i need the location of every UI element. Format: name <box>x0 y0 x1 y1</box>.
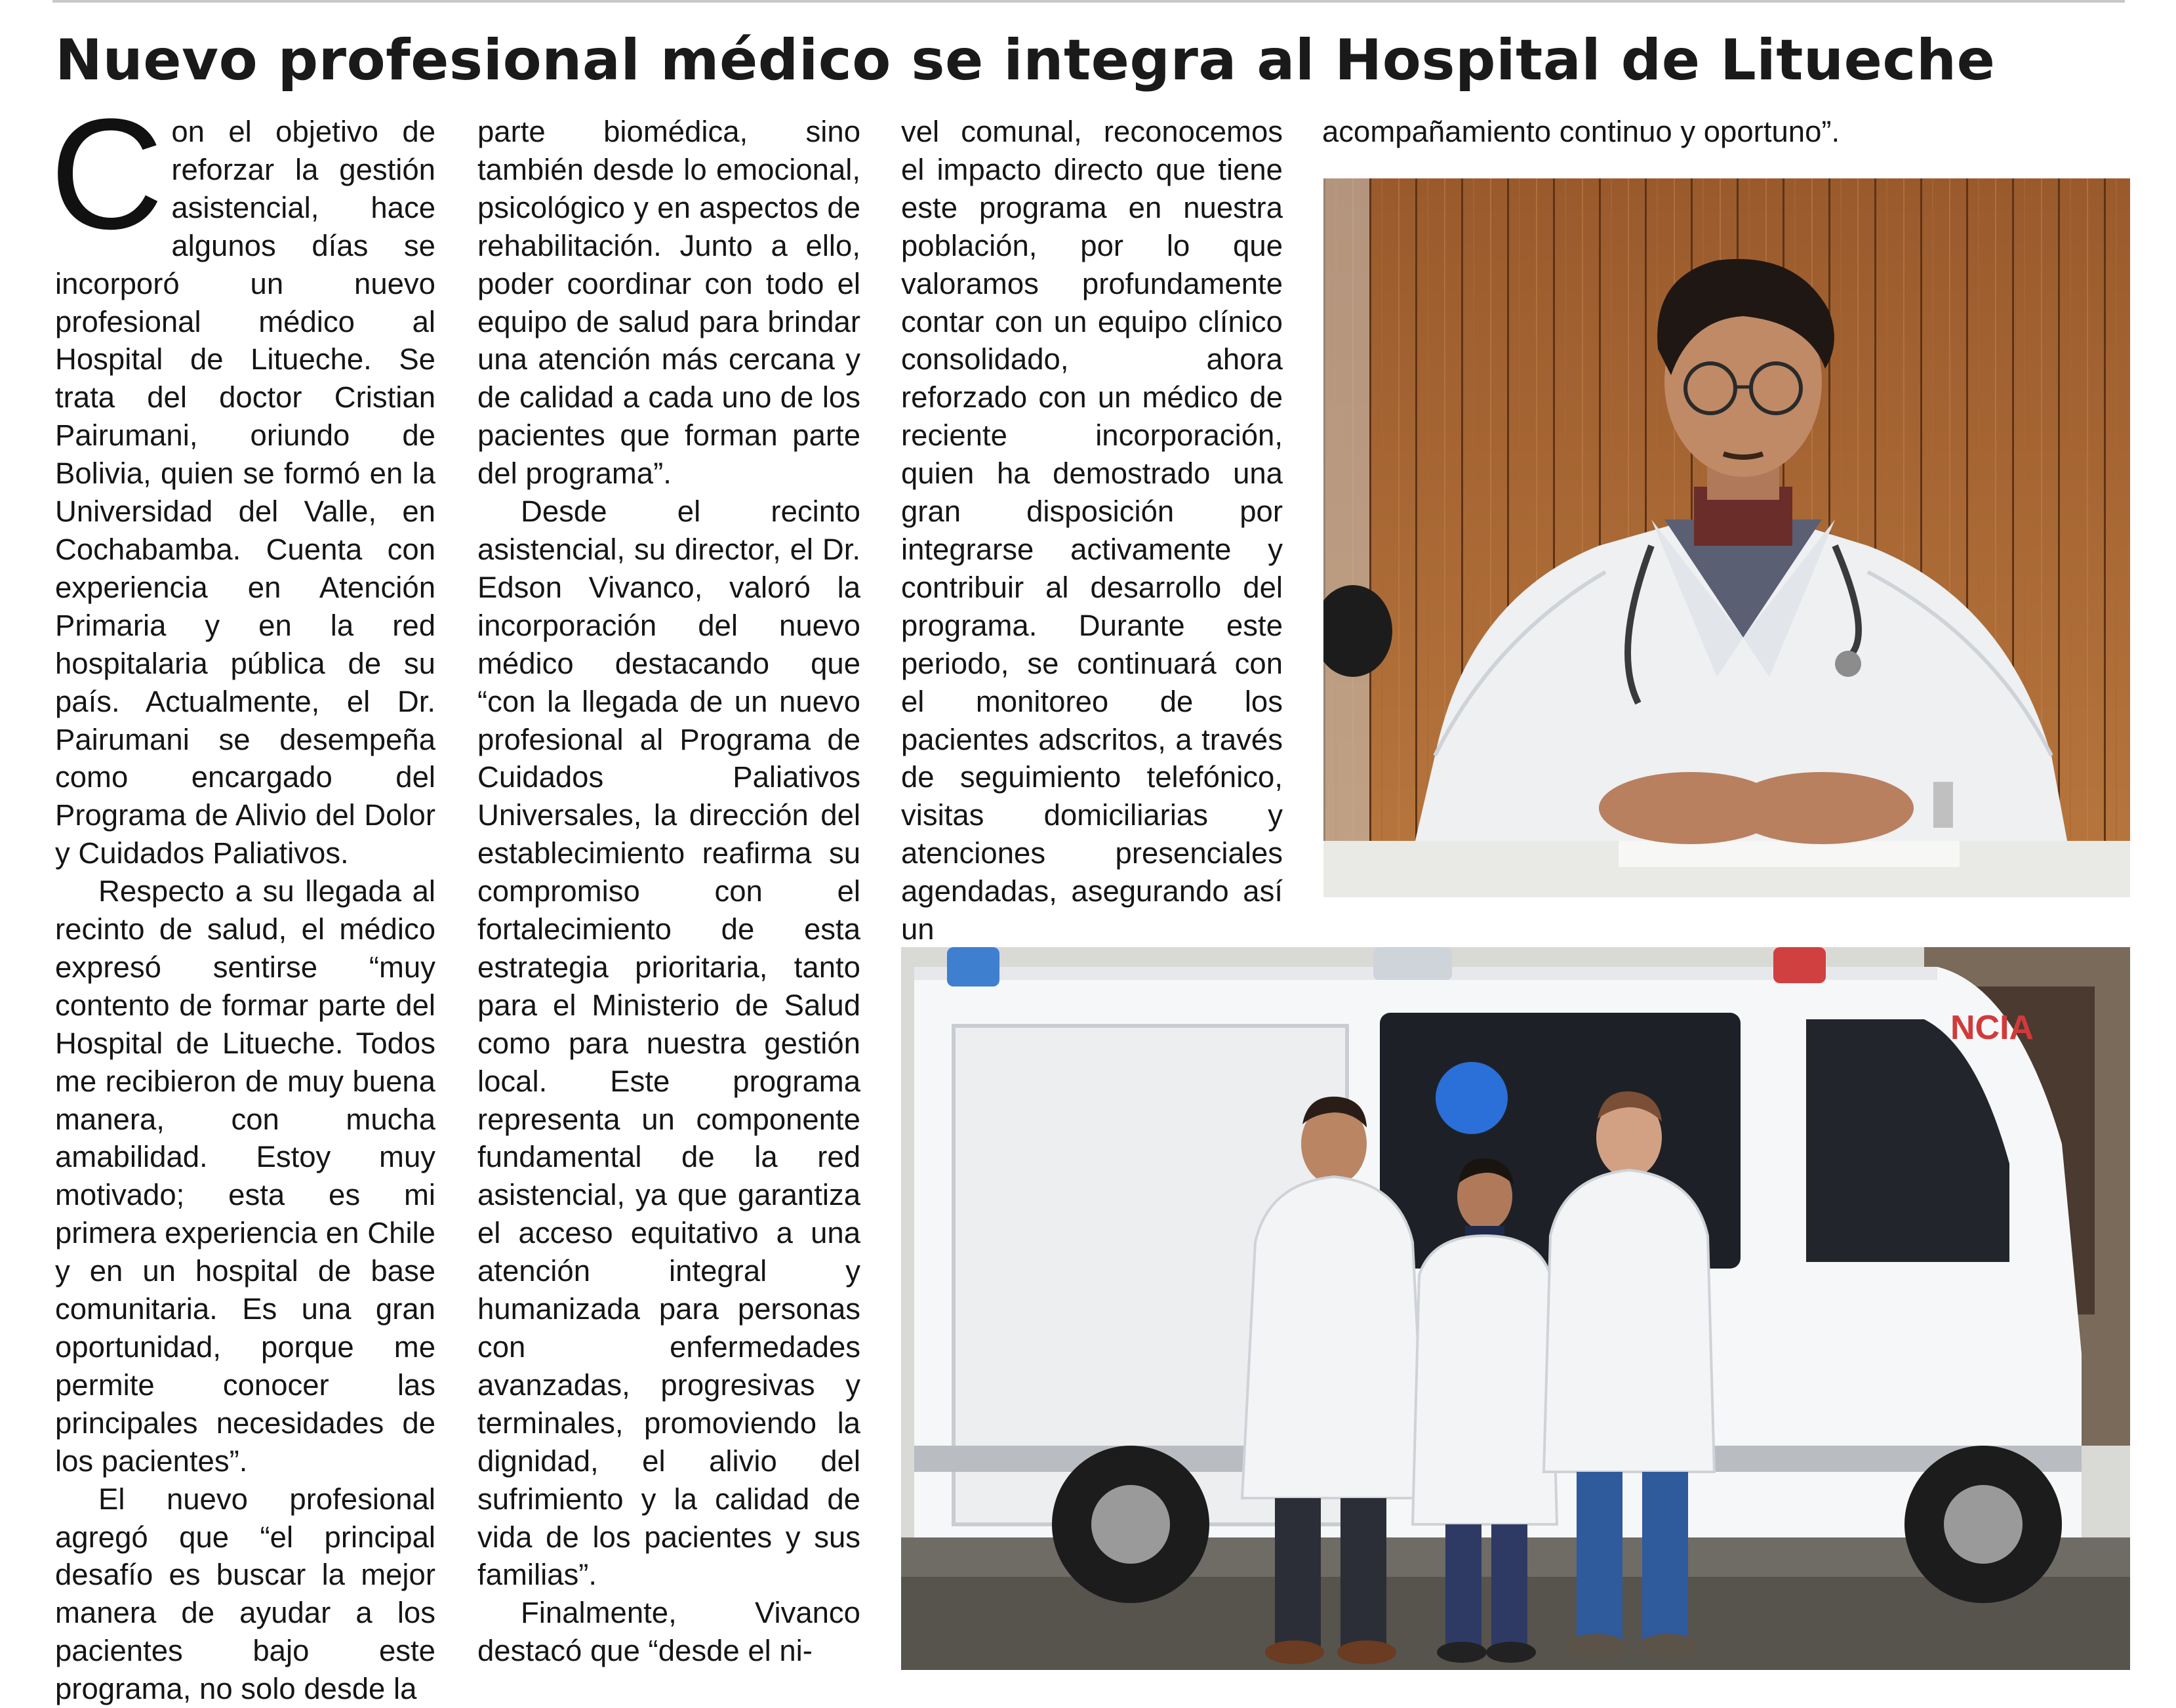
ambulance-team-illustration <box>901 947 2130 1670</box>
paragraph-1 <box>50 86 435 872</box>
drop-cap: C <box>50 86 164 262</box>
top-rule <box>52 0 2125 3</box>
doctor-portrait-illustration <box>1323 178 2130 897</box>
doctor-portrait-photo <box>1323 178 2130 897</box>
paragraph-4: parte biomédica, sino también desde lo emocional, psicológico y en aspectos de rehabilitación. Junto a ello, poder coordinar con todo el equipo de salud para brindar una atención más cercana y de calidad a cada uno de los pacientes que forman parte del programa”. <box>477 115 860 491</box>
paragraph-6: Finalmente, Vivanco destacó que “desde el ni- <box>477 1596 860 1668</box>
paragraph-2: Respecto a su llegada al recinto de salud, el médico expresó sentirse “muy contento de formar parte del Hospital de Litueche. Todos me recibieron de muy buena manera, con mucha amabilidad. Estoy muy motivado; esta es mi primera experiencia en Chile y en un hospital de base comunitaria. Es una gran oportunidad, porque me permite conocer las principales necesidades de los pacientes”. <box>55 874 435 1478</box>
paragraph-3: El nuevo profesional agregó que “el principal desafío es buscar la mejor manera de ayudar a los pacientes bajo este programa, no solo desde la <box>55 1482 435 1706</box>
ambulance-team-photo <box>901 947 2130 1670</box>
column-4-text: acompañamiento continuo y oportuno”. <box>1322 115 1840 148</box>
column-2 <box>477 113 860 1674</box>
paragraph-1-text: on el objetivo de reforzar la gestión asistencial, hace algunos días se incorporó un nuevo profesional médico al Hospital de Litueche. Se trata del doctor Cristian Pairumani, oriundo de Bolivia, quien se formó en la Universidad del Valle, en Cochabamba. Cuenta con experiencia en Atención Primaria y en la red hospitalaria pública de su país. Actualmente, el Dr. Pairumani se desempeña como encargado del Programa de Alivio del Dolor y Cuidados Paliativos. <box>55 115 435 870</box>
column-1 <box>50 86 435 1706</box>
paragraph-5: Desde el recinto asistencial, su director, el Dr. Edson Vivanco, valoró la incorporación del nuevo médico destacando que “con la llegada de un nuevo profesional al Programa de Cuidados Paliativos Universales, la dirección del establecimiento reafirma su compromiso con el fortalecimiento de esta estrategia prioritaria, tanto para el Ministerio de Salud como para nuestra gestión local. Este programa representa un componente fundamental de la red asistencial, ya que garantiza el acceso equitativo a una atención integral y humanizada para personas con enfermedades avanzadas, progresivas y terminales, promoviendo la dignidad, el alivio del sufrimiento y la calidad de vida de los pacientes y sus familias”. <box>477 495 860 1592</box>
paragraph-7: vel comunal, reconocemos el impacto directo que tiene este programa en nuestra población, por lo que valoramos profundamente contar con un equipo clínico consolidado, ahora reforzado con un médico de reciente incorporación, quien ha demostrado una gran disposición por integrarse activamente y contribuir al desarrollo del programa. Durante este periodo, se continuará con el monitoreo de los pacientes adscritos, a través de seguimiento telefónico, visitas domiciliarias y atenciones presenciales agendadas, asegurando así un <box>901 115 1283 946</box>
headline: Nuevo profesional médico se integra al Hospital de Litueche <box>55 28 1996 93</box>
ambulance-sign-text: NCIA <box>1950 1009 2034 1047</box>
